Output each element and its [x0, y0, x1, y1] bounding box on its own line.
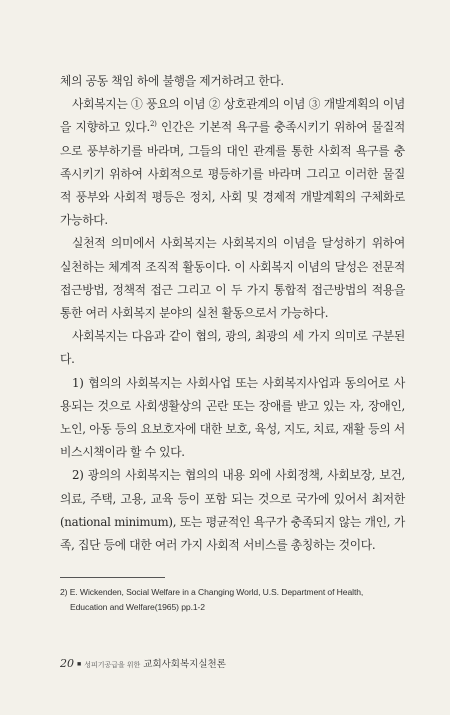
- bullet-icon: ■: [77, 660, 82, 668]
- book-subtitle: 성피기공급을 위한: [84, 662, 141, 669]
- page-footer: [60, 656, 226, 670]
- paragraph: 실천적 의미에서 사회복지는 사회복지의 이념을 달성하기 위하여 실천하는 체계적 조직적 활동이다. 이 사회복지 이념의 달성은 전문적 접근방법, 정책적 접근 그리고 이 두 가지 통합적 접근방법의 적용을 통한 여러 사회복지 분야의 실천 활동으로서 가능하다.: [60, 236, 405, 321]
- footnote: [60, 585, 405, 615]
- page-number: 20: [60, 657, 74, 670]
- paragraph: 1) 협의의 사회복지는 사회사업 또는 사회복지사업과 동의어로 사용되는 것으로 사회생활상의 곤란 또는 장애를 받고 있는 자, 장애인, 노인, 아동 등의 요보호자에 대한 보호, 육성, 지도, 치료, 재활 등의 서비스시책이라 할 수 있다.: [60, 375, 405, 460]
- footnote-line: 2) E. Wickenden, Social Welfare in a Changing World, U.S. Department of Health,: [60, 587, 364, 597]
- paragraph-text: 인간은 기본적 욕구를 충족시키기 위하여 물질적으로 풍부하기를 바라며, 그들의 대인 관계를 통한 사회적 욕구를 충족시키기 위하여 사회적으로 평등하기를 바라며 그리고 이러한 물질적 풍부와 사회적 평등은 정치, 사회 및 경제적 개발계획의 구체화로 가능하다.: [60, 120, 405, 228]
- body-text: [60, 70, 405, 557]
- paragraph: [60, 93, 405, 232]
- book-title: 교회사회복지실천론: [143, 659, 226, 670]
- paragraph: 사회복지는 다음과 같이 협의, 광의, 최광의 세 가지 의미로 구분된다.: [60, 329, 405, 367]
- footnote-line: Education and Welfare(1965) pp.1-2: [70, 602, 205, 612]
- paragraph: 체의 공동 책임 하에 불행을 제거하려고 한다.: [60, 74, 284, 88]
- paragraph-text: 사회복지는 ① 풍요의 이념 ② 상호관계의 이념 ③ 개발계획의 이념을 지향하고 있다.: [60, 97, 405, 135]
- footnote-reference[interactable]: 2): [149, 120, 157, 129]
- footnote-divider: [60, 577, 165, 578]
- paragraph: 2) 광의의 사회복지는 협의의 내용 외에 사회정책, 사회보장, 보건, 의료, 주택, 고용, 교육 등이 포함 되는 것으로 국가에 있어서 최저한(national minimum), 또는 평균적인 욕구가 충족되지 않는 개인, 가족, 집단 등에 대한 여러 가지 사회적 서비스를 총칭하는 것이다.: [60, 468, 405, 553]
